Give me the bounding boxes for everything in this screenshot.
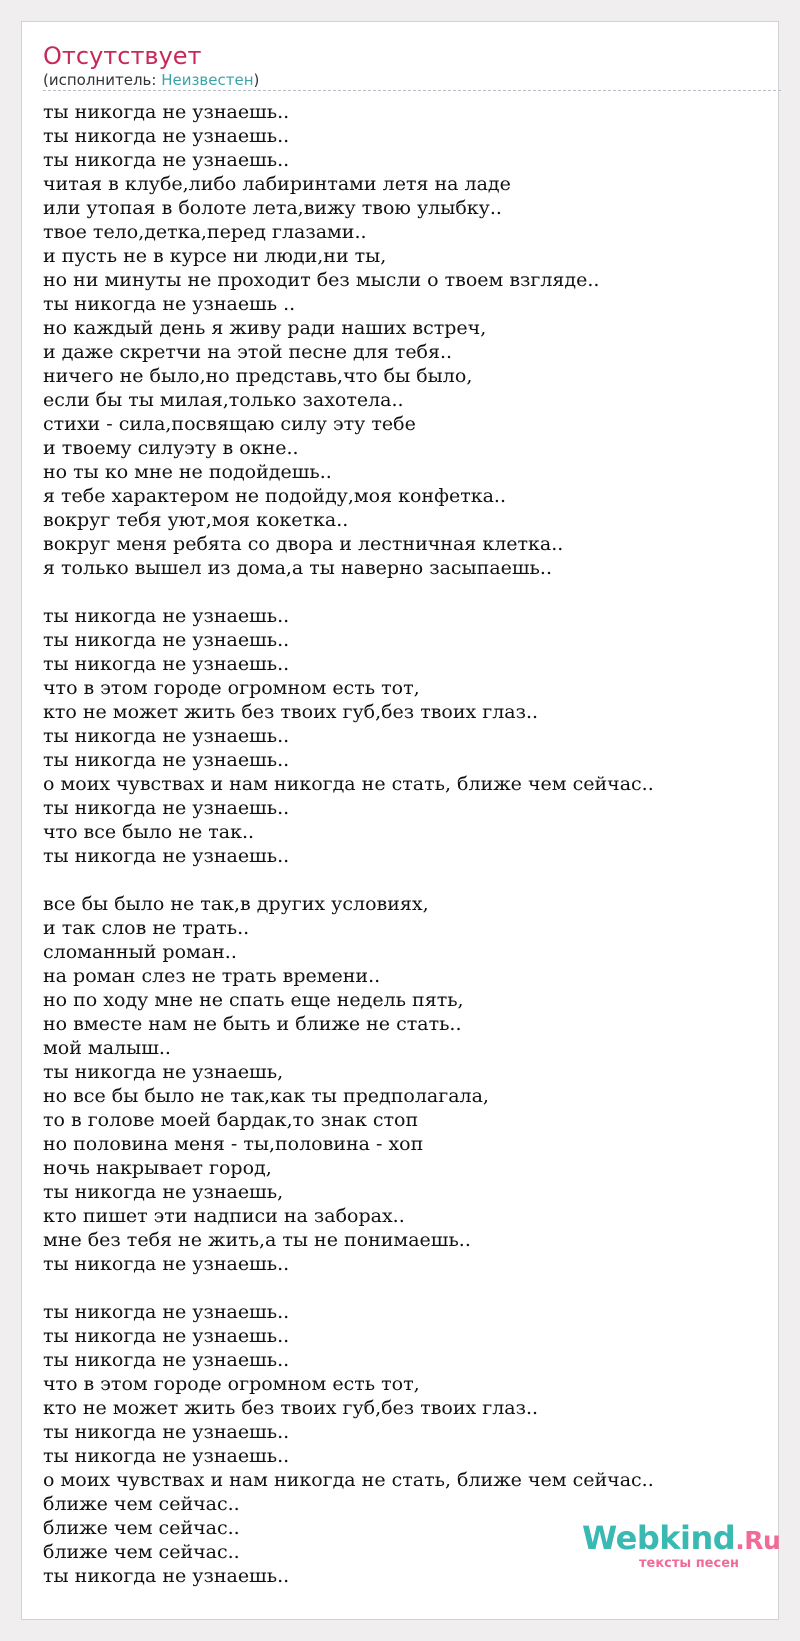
- lyric-line: ночь накрывает город,: [43, 1157, 272, 1179]
- lyrics-stanza: [43, 604, 768, 868]
- lyric-line: ты никогда не узнаешь,: [43, 1061, 284, 1083]
- lyric-line: мой малыш..: [43, 1037, 171, 1059]
- lyric-line: о моих чувствах и нам никогда не стать, ближе чем сейчас..: [43, 773, 654, 795]
- lyric-line: и твоему силуэту в окне..: [43, 437, 299, 459]
- lyric-line: ты никогда не узнаешь..: [43, 125, 290, 147]
- logo-tagline: тексты песен: [639, 1556, 740, 1571]
- lyric-line: но ни минуты не проходит без мысли о твоем взгляде..: [43, 269, 600, 291]
- title-divider: [43, 90, 781, 91]
- lyric-line: если бы ты милая,только захотела..: [43, 389, 404, 411]
- lyric-line: читая в клубе,либо лабиринтами летя на ладе: [43, 173, 511, 195]
- lyric-line: ты никогда не узнаешь..: [43, 1421, 290, 1443]
- lyric-line: ты никогда не узнаешь..: [43, 1325, 290, 1347]
- lyric-line: но половина меня - ты,половина - хоп: [43, 1133, 424, 1155]
- lyrics-stanza: [43, 892, 768, 1276]
- lyric-line: и даже скретчи на этой песне для тебя..: [43, 341, 453, 363]
- lyric-line: ты никогда не узнаешь ..: [43, 293, 296, 315]
- lyric-line: кто не может жить без твоих губ,без твоих глаз..: [43, 1397, 539, 1419]
- lyric-line: ты никогда не узнаешь..: [43, 101, 290, 123]
- lyric-line: на роман слез не трать времени..: [43, 965, 381, 987]
- performer-line: [43, 70, 259, 90]
- performer-link[interactable]: Неизвестен: [161, 71, 254, 89]
- lyric-line: ты никогда не узнаешь..: [43, 1301, 290, 1323]
- lyric-line: ты никогда не узнаешь..: [43, 1565, 290, 1587]
- performer-prefix: (исполнитель:: [43, 71, 162, 89]
- lyric-line: или утопая в болоте лета,вижу твою улыбку..: [43, 197, 502, 219]
- lyric-line: я только вышел из дома,а ты наверно засыпаешь..: [43, 557, 552, 579]
- lyric-line: но вместе нам не быть и ближе не стать..: [43, 1013, 462, 1035]
- song-title: Отсутствует: [43, 42, 202, 70]
- lyric-line: но все бы было не так,как ты предполагала,: [43, 1085, 489, 1107]
- lyrics-text: [43, 100, 768, 1612]
- lyric-line: кто пишет эти надписи на заборах..: [43, 1205, 405, 1227]
- lyric-line: ты никогда не узнаешь..: [43, 149, 290, 171]
- lyric-line: что в этом городе огромном есть тот,: [43, 677, 420, 699]
- lyric-line: стихи - сила,посвящаю силу эту тебе: [43, 413, 416, 435]
- lyric-line: твое тело,детка,перед глазами..: [43, 221, 367, 243]
- lyric-line: но каждый день я живу ради наших встреч,: [43, 317, 487, 339]
- lyric-line: ты никогда не узнаешь..: [43, 1349, 290, 1371]
- lyric-line: все бы было не так,в других условиях,: [43, 893, 429, 915]
- lyric-line: о моих чувствах и нам никогда не стать, ближе чем сейчас..: [43, 1469, 654, 1491]
- logo-tld: .Ru: [735, 1526, 781, 1555]
- performer-suffix: ): [253, 71, 260, 89]
- lyric-line: ты никогда не узнаешь..: [43, 845, 290, 867]
- lyric-line: ты никогда не узнаешь..: [43, 797, 290, 819]
- lyric-line: я тебе характером не подойду,моя конфетка..: [43, 485, 506, 507]
- lyric-line: ты никогда не узнаешь,: [43, 1181, 284, 1203]
- lyric-line: вокруг меня ребята со двора и лестничная клетка..: [43, 533, 564, 555]
- lyric-line: ты никогда не узнаешь..: [43, 629, 290, 651]
- lyric-line: и пусть не в курсе ни люди,ни ты,: [43, 245, 387, 267]
- lyric-line: но по ходу мне не спать еще недель пять,: [43, 989, 464, 1011]
- lyrics-stanza: [43, 100, 768, 580]
- lyric-line: что в этом городе огромном есть тот,: [43, 1373, 420, 1395]
- lyric-line: ты никогда не узнаешь..: [43, 749, 290, 771]
- lyric-line: кто не может жить без твоих губ,без твоих глаз..: [43, 701, 539, 723]
- lyric-line: ближе чем сейчас..: [43, 1493, 240, 1515]
- lyric-line: ближе чем сейчас..: [43, 1541, 240, 1563]
- lyric-line: и так слов не трать..: [43, 917, 250, 939]
- logo-wordmark: [582, 1518, 780, 1561]
- lyric-line: то в голове моей бардак,то знак стоп: [43, 1109, 419, 1131]
- site-logo[interactable]: [582, 1518, 781, 1576]
- lyric-line: сломанный роман..: [43, 941, 237, 963]
- content-card: [21, 21, 779, 1620]
- lyric-line: мне без тебя не жить,а ты не понимаешь..: [43, 1229, 471, 1251]
- lyric-line: ты никогда не узнаешь..: [43, 1253, 290, 1275]
- logo-name: Webkind: [582, 1519, 736, 1557]
- lyric-line: но ты ко мне не подойдешь..: [43, 461, 332, 483]
- lyric-line: ты никогда не узнаешь..: [43, 725, 290, 747]
- lyric-line: ничего не было,но представь,что бы было,: [43, 365, 473, 387]
- lyric-line: ближе чем сейчас..: [43, 1517, 240, 1539]
- lyric-line: что все было не так..: [43, 821, 255, 843]
- lyric-line: ты никогда не узнаешь..: [43, 653, 290, 675]
- lyric-line: ты никогда не узнаешь..: [43, 1445, 290, 1467]
- lyric-line: ты никогда не узнаешь..: [43, 605, 290, 627]
- lyric-line: вокруг тебя уют,моя кокетка..: [43, 509, 349, 531]
